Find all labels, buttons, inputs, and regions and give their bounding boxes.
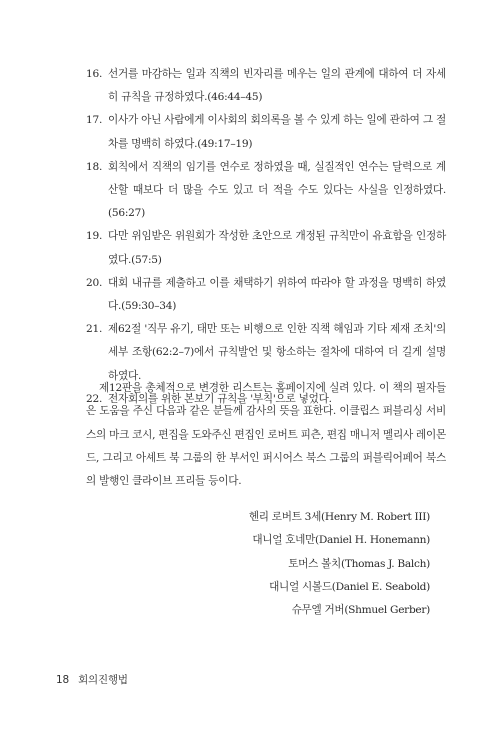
list-item (86, 225, 446, 271)
list-item (86, 156, 446, 226)
list-item-text: 전자회의를 위한 본보기 규칙을 '부칙'으로 넣었다. (108, 392, 332, 405)
list-item (86, 109, 446, 155)
list-item-text: 다만 위임받은 위원회가 작성한 초안으로 개정된 규칙만이 유효함을 인정하였다.(57:5) (108, 230, 446, 266)
author-name: 토머스 볼치(Thomas J. Balch) (288, 557, 430, 570)
list-item-number: 18. (86, 160, 103, 173)
list-item-text: 대회 내규를 제출하고 이를 채택하기 위하여 따라야 할 과정을 명백히 하였다.(59:30–34) (108, 276, 446, 313)
list-item-number: 19. (86, 230, 103, 243)
list-item-number: 20. (86, 276, 103, 289)
list-item-text: 선거를 마감하는 일과 직책의 빈자리를 메우는 일의 관계에 대하여 더 자세히 규칙을 규정하였다.(46:44–45) (108, 68, 446, 104)
revision-list (86, 63, 446, 411)
list-item-number: 16. (86, 68, 103, 80)
page-number: 18 (56, 674, 69, 686)
list-item (86, 63, 446, 109)
list-item-text: 제62절 '직무 유기, 태만 또는 비행으로 인한 직책 해임과 기타 제재 조치'의 세부 조항(62:2–7)에서 규칙발언 및 항소하는 절차에 대하여 더 길게 설명하였다. (108, 323, 446, 382)
book-title: 회의진행법 (78, 674, 128, 686)
author-name: 슈무엘 거버(Shmuel Gerber) (291, 604, 430, 617)
list-item-number: 22. (86, 392, 103, 405)
acknowledgement-paragraph: 제12판을 총체적으로 변경한 리스트는 홈페이지에 실려 있다. 이 책의 필자들은 도움을 주신 다음과 같은 분들께 감사의 뜻을 표한다. 이클립스 퍼블리싱 서비스의 마크 코시, 편집을 도와주신 편집인 로버트 피츤, 편집 매니저 멜리사 레이몬드, 그리고 아셰트 북 그룹의 한 부서인 퍼시어스 북스 그룹의 퍼블릭어페어 북스의 발행인 클라이브 프리들 등이다. (86, 382, 446, 488)
author-name: 대니얼 호네만(Daniel H. Honemann) (252, 534, 430, 547)
list-item-text: 이사가 아닌 사람에게 이사회의 회의록을 볼 수 있게 하는 일에 관하여 그 절차를 명백히 하였다.(49:17–19) (108, 114, 446, 150)
page-footer (56, 672, 128, 687)
author-name: 대니얼 시볼드(Daniel E. Seabold) (269, 580, 430, 593)
list-item (86, 272, 446, 318)
list-item-text: 회칙에서 직책의 임기를 연수로 정하였을 때, 실질적인 연수는 달력으로 계산할 때보다 더 많을 수도 있고 더 적을 수도 있다는 사실을 인정하였다.(56:27) (108, 160, 446, 220)
list-item-number: 21. (86, 323, 103, 336)
author-signatures (170, 506, 430, 622)
list-item-number: 17. (86, 114, 103, 127)
author-name: 헨리 로버트 3세(Henry M. Robert III) (248, 511, 430, 523)
